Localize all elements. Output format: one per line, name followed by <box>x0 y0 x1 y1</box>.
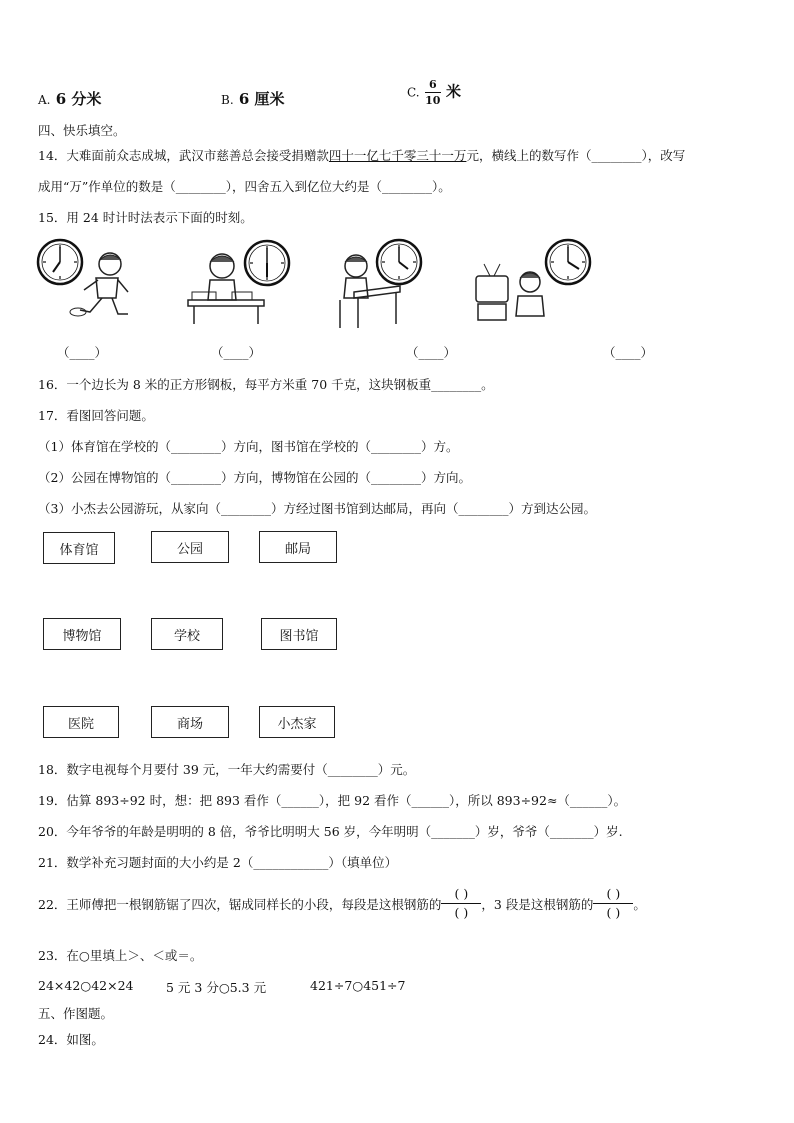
option-a-value: 6 分米 <box>55 90 102 108</box>
map-box-hospital: 医院 <box>43 706 119 738</box>
q19-text: 19．估算 893÷92 时，想：把 893 看作（______），把 92 看作（______），所以 893÷92≈（______）。 <box>38 793 627 808</box>
option-c <box>407 78 461 107</box>
q17-sub3: （3）小杰去公园游玩，从家向（________）方经过图书馆到达邮局，再向（________）方到达公园。 <box>38 501 596 516</box>
q22-fraction-1[interactable] <box>441 886 481 921</box>
q15-blank-2[interactable]: （____） <box>211 345 262 360</box>
q20-text: 20．今年爷爷的年龄是明明的 8 倍，爷爷比明明大 56 岁，今年明明（_______）岁，爷爷（_______）岁. <box>38 824 623 839</box>
map-box-museum: 博物馆 <box>43 618 121 650</box>
option-c-denominator: 10 <box>425 94 441 107</box>
q23-item-1: 24×42○42×24 <box>38 978 134 993</box>
option-b-value: 6 厘米 <box>238 90 285 108</box>
q22-frac1-bottom: ( ) <box>454 905 469 920</box>
option-c-unit: 米 <box>446 82 462 101</box>
tv-watching-child-illustration <box>474 262 548 324</box>
map-box-home: 小杰家 <box>259 706 335 738</box>
q22-text-c: 。 <box>633 896 646 912</box>
q15-blank-3[interactable]: （____） <box>406 345 457 360</box>
q22-frac2-bottom: ( ) <box>606 905 621 920</box>
q24-text: 24．如图。 <box>38 1032 104 1047</box>
clock-icon <box>544 238 592 286</box>
map-box-mall: 商场 <box>151 706 229 738</box>
q17-sub1: （1）体育馆在学校的（________）方向，图书馆在学校的（________）方。 <box>38 439 459 454</box>
q18-text: 18．数字电视每个月要付 39 元，一年大约需要付（________）元。 <box>38 762 416 777</box>
q14-text-a: 14．大难面前众志成城，武汉市慈善总会接受捐赠款 <box>38 148 329 163</box>
q22-frac2-top: ( ) <box>606 886 621 901</box>
running-child-illustration <box>66 250 136 322</box>
map-box-gym: 体育馆 <box>43 532 115 564</box>
option-c-numerator: 6 <box>428 78 437 91</box>
q23-item-2: 5 元 3 分○5.3 元 <box>166 980 267 995</box>
q17-sub2: （2）公园在博物馆的（________）方向，博物馆在公园的（________）方向。 <box>38 470 471 485</box>
q14-underlined-number: 四十一亿七千零三十一万 <box>328 148 467 163</box>
q17-title: 17．看图回答问题。 <box>38 408 154 423</box>
q22-fraction-2[interactable] <box>593 886 633 921</box>
option-b <box>221 88 285 109</box>
q23-title: 23．在○里填上＞、＜或＝。 <box>38 948 203 963</box>
map-box-school: 学校 <box>151 618 223 650</box>
q22-line <box>38 886 646 921</box>
map-box-park: 公园 <box>151 531 229 563</box>
studying-child-illustration <box>184 248 270 328</box>
map-box-post-office: 邮局 <box>259 531 337 563</box>
q14-text-b: 元，横线上的数写作（________），改写 <box>466 148 686 163</box>
q14-line1 <box>38 146 685 164</box>
q22-text-b: ，3 段是这根钢筋的 <box>481 896 594 912</box>
map-box-library: 图书馆 <box>261 618 337 650</box>
option-b-label: B. <box>221 93 234 107</box>
section-4-heading: 四、快乐填空。 <box>38 123 126 138</box>
q15-blank-1[interactable]: （____） <box>57 345 108 360</box>
q16-text: 16．一个边长为 8 米的正方形钢板，每平方米重 70 千克，这块钢板重________。 <box>38 377 494 392</box>
writing-child-illustration <box>334 252 404 330</box>
q15-text: 15．用 24 时计时法表示下面的时刻。 <box>38 210 253 225</box>
option-a <box>38 88 101 109</box>
q22-frac1-top: ( ) <box>454 886 469 901</box>
section-5-heading: 五、作图题。 <box>38 1006 114 1021</box>
q15-blank-4[interactable]: （____） <box>603 345 654 360</box>
q14-line2: 成用“万”作单位的数是（________），四舍五入到亿位大约是（________）。 <box>38 179 451 194</box>
option-c-label: C. <box>407 85 420 100</box>
option-c-fraction <box>425 78 441 107</box>
q21-text: 21．数学补充习题封面的大小约是 2（____________）（填单位） <box>38 855 398 870</box>
option-a-label: A. <box>38 93 51 107</box>
q23-item-3: 421÷7○451÷7 <box>310 978 406 993</box>
q22-text-a: 22．王师傅把一根钢筋锯了四次，锯成同样长的小段，每段是这根钢筋的 <box>38 896 442 912</box>
